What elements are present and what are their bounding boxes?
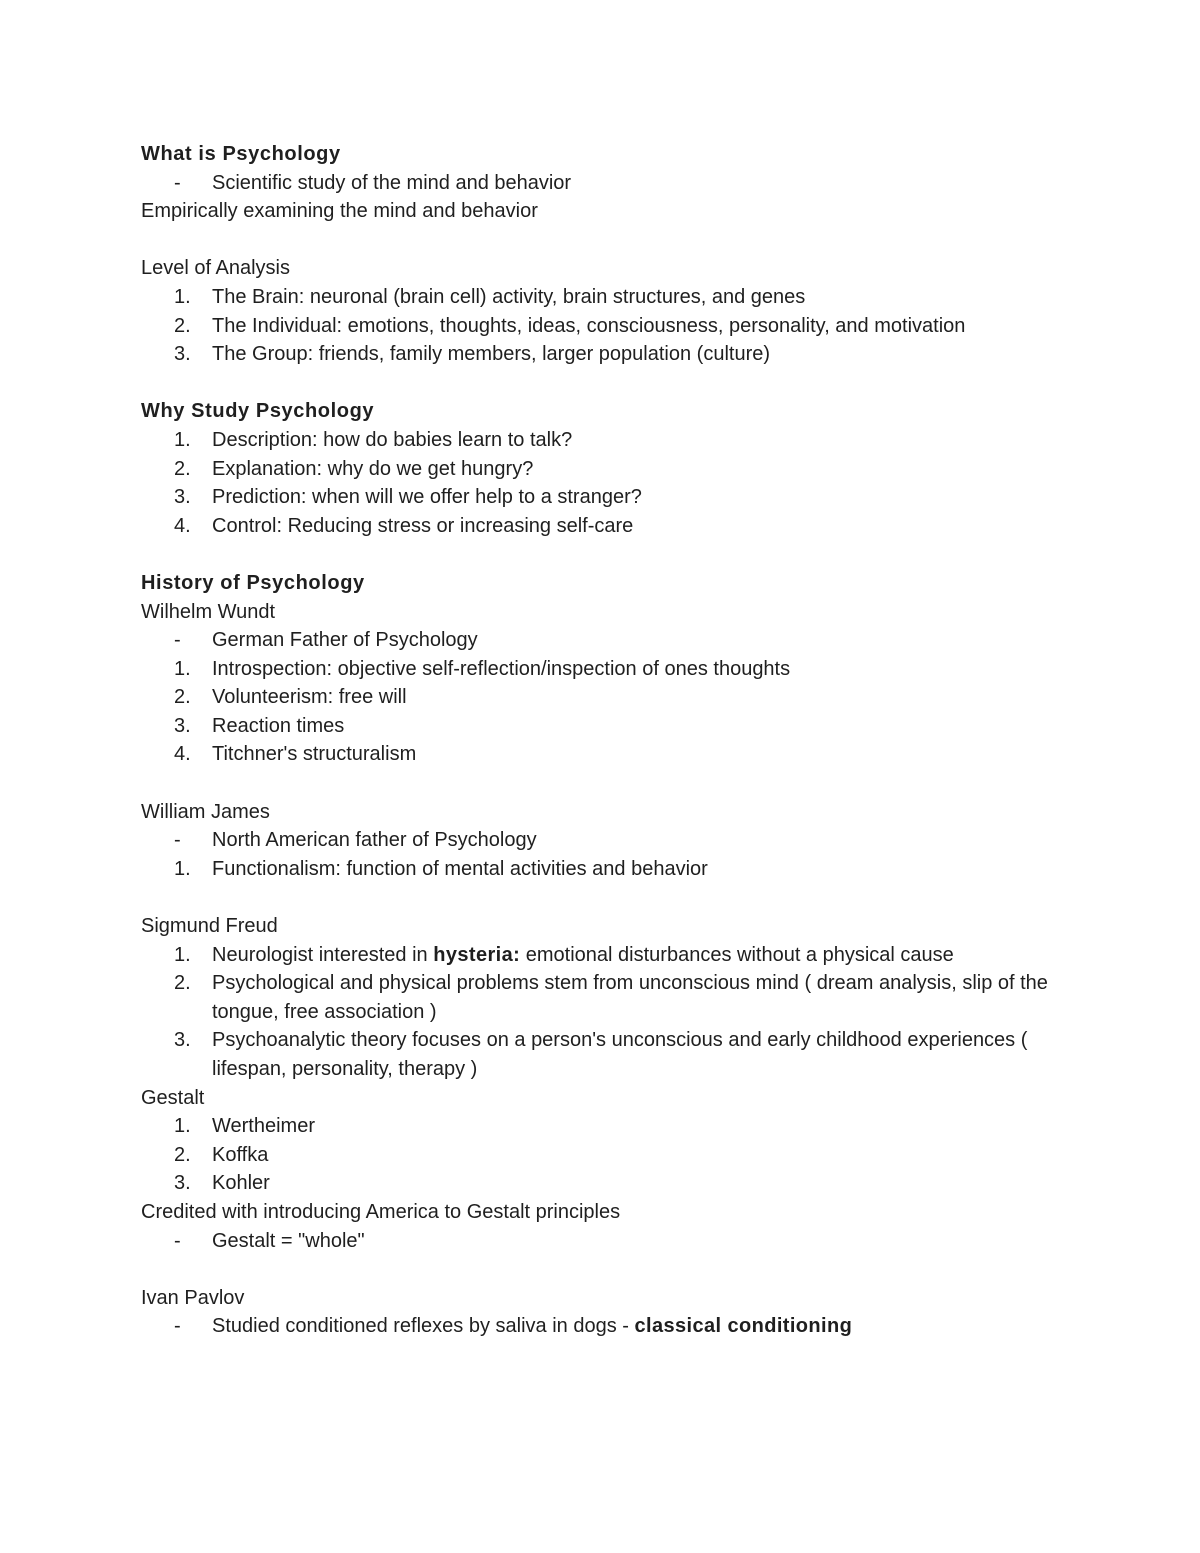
numbered-item	[141, 969, 1071, 1026]
item-text: Description: how do babies learn to talk?	[212, 428, 573, 451]
numbered-item	[141, 512, 1071, 541]
dash-marker: -	[174, 1315, 181, 1338]
item-text: Psychological and physical problems stem from unconscious mind ( dream analysis, slip of the tongue, free association )	[212, 972, 1048, 1023]
item-text: Introspection: objective self-reflection/inspection of ones thoughts	[212, 657, 791, 680]
item-text: Prediction: when will we offer help to a stranger?	[212, 486, 642, 509]
number-marker: 3.	[174, 1172, 191, 1195]
paragraph: Empirically examining the mind and behavior	[141, 200, 538, 223]
item-text: Kohler	[212, 1172, 270, 1195]
number-marker: 2.	[174, 457, 191, 480]
numbered-item	[141, 1112, 1071, 1141]
dash-marker: -	[174, 171, 181, 194]
item-text: Reaction times	[212, 714, 345, 737]
item-text: Titchner's structuralism	[212, 743, 417, 766]
numbered-item	[141, 712, 1071, 741]
number-marker: 4.	[174, 743, 191, 766]
numbered-item	[141, 941, 1071, 970]
number-marker: 3.	[174, 343, 191, 366]
bullet-text: German Father of Psychology	[212, 629, 478, 652]
number-marker: 2.	[174, 686, 191, 709]
numbered-item	[141, 455, 1071, 484]
item-text: Functionalism: function of mental activities and behavior	[212, 857, 708, 880]
number-marker: 1.	[174, 943, 191, 966]
item-text: Volunteerism: free will	[212, 686, 407, 709]
dash-marker: -	[174, 1229, 181, 1252]
spacer	[141, 1255, 1071, 1284]
numbered-item	[141, 740, 1071, 769]
spacer	[141, 769, 1071, 798]
person-name-freud: Sigmund Freud	[141, 915, 278, 938]
person-name-james: William James	[141, 800, 270, 823]
paragraph: Credited with introducing America to Gestalt principles	[141, 1200, 621, 1223]
spacer	[141, 369, 1071, 398]
numbered-item	[141, 426, 1071, 455]
bullet-item	[141, 626, 1071, 655]
numbered-item	[141, 855, 1071, 884]
dash-marker: -	[174, 629, 181, 652]
bullet-item	[141, 1227, 1071, 1256]
number-marker: 4.	[174, 514, 191, 537]
spacer	[141, 540, 1071, 569]
number-marker: 2.	[174, 314, 191, 337]
section-heading-why-study: Why Study Psychology	[141, 400, 375, 423]
number-marker: 3.	[174, 486, 191, 509]
section-heading-what-is-psychology: What is Psychology	[141, 143, 341, 165]
numbered-item	[141, 483, 1071, 512]
item-text: Explanation: why do we get hungry?	[212, 457, 534, 480]
number-marker: 3.	[174, 714, 191, 737]
number-marker: 1.	[174, 657, 191, 680]
number-marker: 1.	[174, 857, 191, 880]
spacer	[141, 226, 1071, 255]
bullet-item	[141, 826, 1071, 855]
number-marker: 2.	[174, 1143, 191, 1166]
spacer	[141, 883, 1071, 912]
numbered-item	[141, 1169, 1071, 1198]
numbered-item	[141, 1141, 1071, 1170]
person-name-pavlov: Ivan Pavlov	[141, 1286, 245, 1309]
item-text: Control: Reducing stress or increasing self-care	[212, 514, 634, 537]
number-marker: 1.	[174, 1115, 191, 1138]
item-text-bold: hysteria:	[433, 943, 521, 966]
item-text-before: Neurologist interested in	[212, 943, 434, 966]
dash-marker: -	[174, 829, 181, 852]
numbered-item	[141, 340, 1071, 369]
bullet-item	[141, 169, 1071, 198]
section-heading-history: History of Psychology	[141, 571, 365, 594]
numbered-item	[141, 1026, 1071, 1083]
numbered-item	[141, 655, 1071, 684]
bullet-text: Scientific study of the mind and behavior	[212, 171, 572, 194]
numbered-item	[141, 312, 1071, 341]
numbered-item	[141, 283, 1071, 312]
item-text: Koffka	[212, 1143, 269, 1166]
subheading-gestalt: Gestalt	[141, 1086, 205, 1109]
person-name-wundt: Wilhelm Wundt	[141, 600, 276, 623]
bullet-text: Gestalt = "whole"	[212, 1229, 365, 1252]
number-marker: 3.	[174, 1029, 191, 1052]
item-text: Psychoanalytic theory focuses on a person's unconscious and early childhood experiences ( lifespan, personality, therapy )	[212, 1029, 1028, 1080]
bullet-item	[141, 1312, 1071, 1341]
subheading-level-of-analysis: Level of Analysis	[141, 257, 290, 280]
item-text: The Group: friends, family members, larger population (culture)	[212, 343, 771, 366]
numbered-item	[141, 683, 1071, 712]
number-marker: 1.	[174, 428, 191, 451]
bullet-text-bold: classical conditioning	[634, 1315, 853, 1338]
item-text-after: emotional disturbances without a physical cause	[520, 943, 954, 966]
item-text: Wertheimer	[212, 1115, 315, 1138]
bullet-text-before: Studied conditioned reflexes by saliva in dogs -	[212, 1315, 635, 1338]
bullet-text: North American father of Psychology	[212, 829, 537, 852]
item-text: The Brain: neuronal (brain cell) activity, brain structures, and genes	[212, 285, 806, 308]
document-body	[141, 140, 1071, 1341]
number-marker: 2.	[174, 972, 191, 995]
item-text: The Individual: emotions, thoughts, ideas, consciousness, personality, and motivation	[212, 314, 966, 337]
number-marker: 1.	[174, 285, 191, 308]
